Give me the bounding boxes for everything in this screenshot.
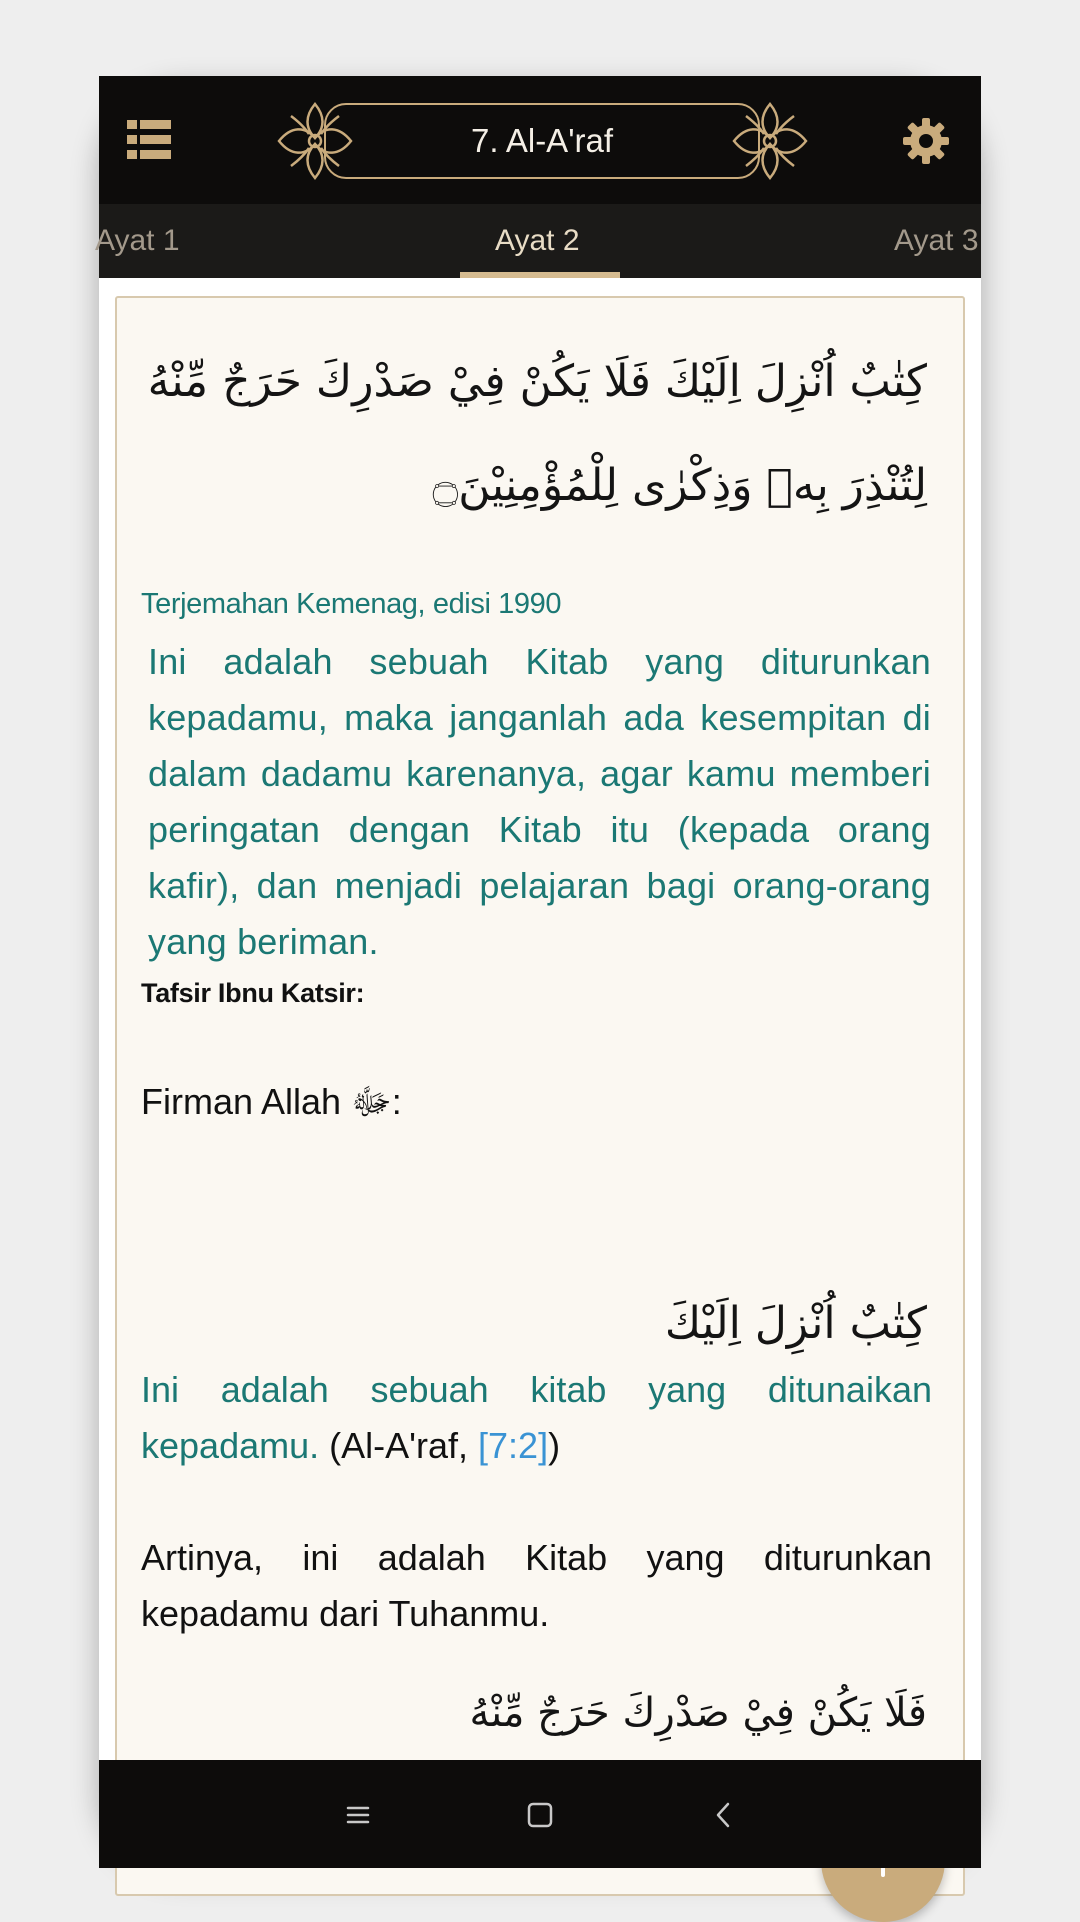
recent-apps-icon[interactable] [341, 1798, 375, 1832]
quote-1-text: Ini adalah sebuah kitab yang ditunaikan kepadamu. [141, 1369, 932, 1466]
arabic-verse-line-1: كِتٰبٌ اُنْزِلَ اِلَيْكَ فَلَا يَكُنْ فِيْ صَدْرِكَ حَرَجٌ مِّنْهُ [147, 356, 927, 407]
ayah-reference-link[interactable]: [7:2] [478, 1425, 549, 1466]
arabic-quote-1: كِتٰبٌ اُنْزِلَ اِلَيْكَ [664, 1298, 927, 1349]
list-icon[interactable] [127, 120, 171, 160]
system-nav-bar [99, 1760, 981, 1868]
quote-1-ref-close: ) [548, 1425, 561, 1466]
translation-source: Terjemahan Kemenag, edisi 1990 [141, 588, 562, 620]
surah-title[interactable]: 7. Al-A'raf [470, 122, 614, 159]
home-icon[interactable] [523, 1798, 557, 1832]
ornament-right-icon [726, 98, 814, 184]
quote-1-translation [141, 1362, 932, 1474]
tafsir-heading: Tafsir Ibnu Katsir: [141, 978, 365, 1008]
quote-1-ref-open: (Al-A'raf, [319, 1425, 479, 1466]
phone-frame [95, 76, 981, 1868]
app-header [99, 76, 981, 204]
gear-icon[interactable] [901, 116, 951, 166]
ayat-tabs [95, 204, 981, 278]
tab-ayat-3[interactable]: Ayat 3 [894, 224, 979, 257]
tafsir-paragraph-1: Artinya, ini adalah Kitab yang diturunkan kepadamu dari Tuhanmu. [141, 1537, 932, 1634]
back-icon[interactable] [707, 1798, 741, 1832]
tab-ayat-1[interactable]: Ayat 1 [95, 224, 180, 257]
tab-ayat-2[interactable]: Ayat 2 [495, 224, 580, 257]
firman-allah-text: Firman Allah ﷻ: [141, 1081, 402, 1122]
arabic-quote-2: فَلَا يَكُنْ فِيْ صَدْرِكَ حَرَجٌ مِّنْهُ [469, 1690, 927, 1736]
verse-card [115, 296, 965, 1896]
verse-translation: Ini adalah sebuah Kitab yang diturunkan kepadamu, maka janganlah ada kesempitan di dalam dadamu karenanya, agar kamu memberi peringatan dengan Kitab itu (kepada orang kafir), dan menjadi pelajaran bagi orang-orang yang beriman. [148, 641, 931, 962]
arabic-verse-line-2: لِتُنْذِرَ بِهٖ وَذِكْرٰى لِلْمُؤْمِنِيْنَ۝ [432, 460, 927, 511]
content-scroll[interactable] [99, 278, 981, 1760]
